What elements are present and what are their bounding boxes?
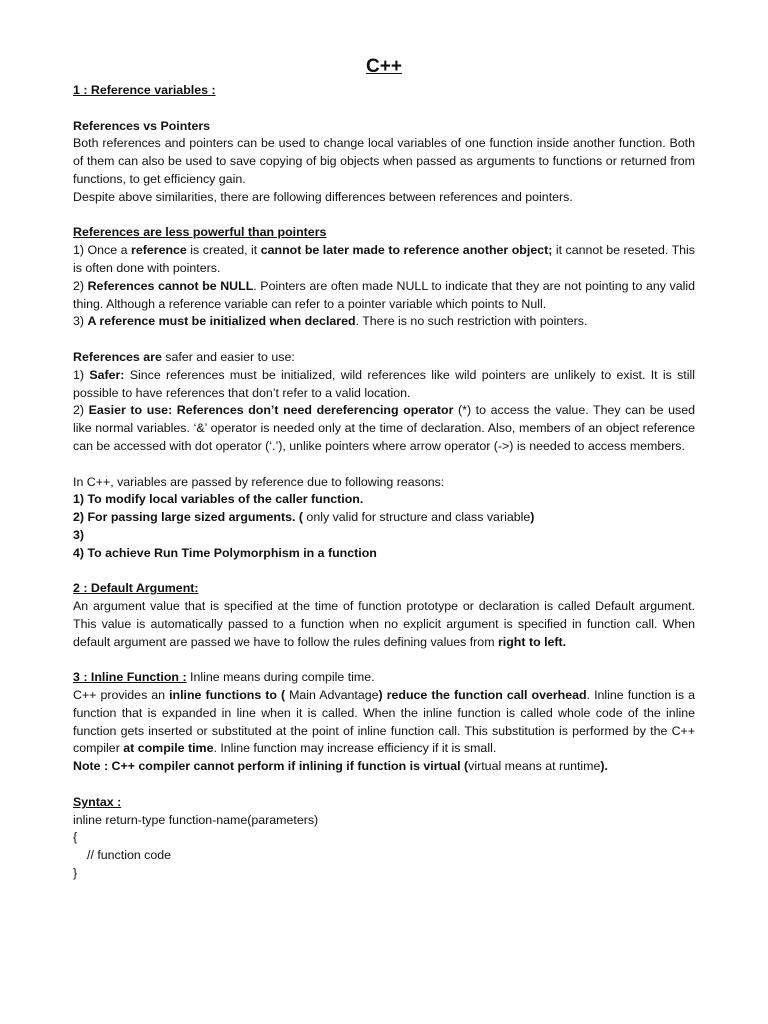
section3-text: C++ provides an inline functions to ( Main Advantage) reduce the function call overhead. Inline function is a function that is expanded in line when it is called. When the inline function is called whole code of the inline function gets inserted or substituted at the point of inline function call. This substitution is performed by the C++ compiler at compile time. Inline function may increase efficiency if it is small. <box>73 688 695 756</box>
reasons-intro: In C++, variables are passed by reference due to following reasons: <box>73 474 445 489</box>
syntax-heading: Syntax : <box>73 794 122 809</box>
less-powerful-point-2: 2) References cannot be NULL. Pointers are often made NULL to indicate that they are not pointing to any valid thing. Although a reference variable can refer to a pointer variable which points to Null. <box>73 278 696 311</box>
section1-subheading: References vs Pointers <box>73 118 211 133</box>
safer-point-1: 1) Safer: Since references must be initialized, wild references like wild pointers are unlikely to exist. It is still possible to have references that don’t refer to a valid location. <box>73 367 695 400</box>
section3-heading: 3 : Inline Function : <box>73 670 187 685</box>
section2-heading: 2 : Default Argument: <box>73 581 199 596</box>
page-title: C++ <box>366 56 402 77</box>
syntax-line-3: // function code <box>87 848 172 863</box>
syntax-line-2: { <box>73 830 78 845</box>
reason-1: 1) To modify local variables of the caller function. <box>73 492 364 507</box>
syntax-line-1: inline return-type function-name(parameters) <box>73 812 319 827</box>
less-powerful-point-1: 1) Once a reference is created, it cannot be later made to reference another object; it cannot be reseted. This is often done with pointers. <box>73 243 695 275</box>
section2-text: An argument value that is specified at the time of function prototype or declaration is called Default argument. This value is automatically passed to a function when no explicit argument is specified in function call. When default argument are passed we have to follow the rules defining values from right to left. <box>73 599 695 649</box>
less-powerful-point-3: 3) A reference must be initialized when declared. There is no such restriction with pointers. <box>73 314 588 329</box>
section3-note: Note : C++ compiler cannot perform if inlining if function is virtual (virtual means at runtime). <box>73 759 608 774</box>
syntax-line-4: } <box>73 866 78 881</box>
document-page <box>73 56 695 883</box>
reason-2: 2) For passing large sized arguments. ( only valid for structure and class variable) <box>73 510 535 525</box>
section1-heading: 1 : Reference variables : <box>73 83 216 97</box>
less-powerful-heading: References are less powerful than pointers <box>73 225 327 240</box>
section3-heading-line: 3 : Inline Function : Inline means during compile time. <box>73 670 375 685</box>
section1-intro2: Despite above similarities, there are following differences between references and pointers. <box>73 189 573 204</box>
safer-heading: References are safer and easier to use: <box>73 349 295 364</box>
section1-intro: Both references and pointers can be used to change local variables of one function inside another function. Both of them can also be used to save copying of big objects when passed as arguments to functions or returned from functions, to get efficiency gain. <box>73 136 695 186</box>
safer-point-2: 2) Easier to use: References don’t need dereferencing operator (*) to access the value. They can be used like normal variables. ‘&’ operator is needed only at the time of declaration. Also, members of an object reference can be accessed with dot operator (‘.’), unlike pointers where arrow operator (->) is needed to access members. <box>73 403 695 453</box>
reason-4: 4) To achieve Run Time Polymorphism in a function <box>73 545 377 560</box>
reason-3: 3) <box>73 527 85 542</box>
